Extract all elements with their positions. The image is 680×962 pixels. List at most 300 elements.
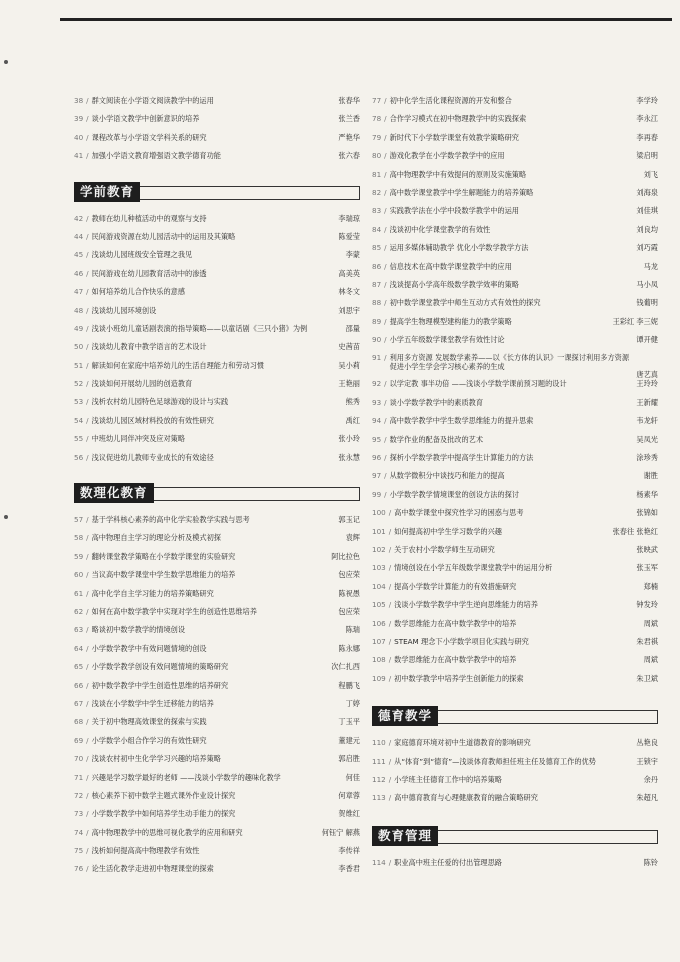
entry-title: 浅谈在小学数学中学生迁移能力的培养 <box>91 698 214 708</box>
entry-title: 谈小学语文教学中创新意识的培养 <box>91 114 200 124</box>
entry-separator: / <box>86 231 89 241</box>
toc-entry <box>372 775 658 793</box>
toc-entry <box>372 600 658 618</box>
entry-separator: / <box>86 515 89 525</box>
entry-separator: / <box>86 250 89 260</box>
entry-title: 职业高中班主任爱的付出管理思路 <box>394 857 502 867</box>
entry-author: 陈永娜 <box>338 643 360 653</box>
toc-entry <box>372 335 658 353</box>
section-header <box>372 826 658 848</box>
entry-author: 李蒙 <box>345 250 360 260</box>
entry-author: 王玲玲 <box>636 379 658 389</box>
entry-page-number: 62 <box>74 606 84 616</box>
entry-author: 邵量 <box>345 323 360 333</box>
entry-separator: / <box>86 415 89 425</box>
entry-separator: / <box>86 735 89 745</box>
entry-author: 程鹏飞 <box>338 680 360 690</box>
entry-title: 小学数学教学中有效问题情境的创设 <box>91 643 207 653</box>
entry-title: 关于农村小学数学师生互动研究 <box>394 544 495 554</box>
toc-entry <box>74 570 360 588</box>
entry-title: 教师在幼儿种植活动中的观察与支持 <box>91 213 207 223</box>
entry-title: 小学数学教学创设有效问题情境的策略研究 <box>91 662 229 672</box>
toc-entry <box>372 170 658 188</box>
entry-author: 谭开健 <box>636 335 658 345</box>
entry-author: 王艳丽 <box>338 379 360 389</box>
entry-author: 李永江 <box>636 114 658 124</box>
toc-entry <box>74 269 360 287</box>
entry-separator: / <box>384 471 387 481</box>
entry-separator: / <box>86 680 89 690</box>
entry-author: 李再春 <box>636 132 658 142</box>
section-header <box>372 706 658 728</box>
toc-entry <box>74 773 360 791</box>
entry-title: 数学思维能力在高中数学教学中的培养 <box>394 618 517 628</box>
entry-separator: / <box>86 114 89 124</box>
entry-title: 数学作业的配备及批改的艺术 <box>389 434 484 444</box>
toc-entry <box>74 434 360 452</box>
entry-author: 朱卫斌 <box>636 673 658 683</box>
entry-author: 史茜苗 <box>338 342 360 352</box>
entry-title: 运用多媒体辅助教学 优化小学数学教学方法 <box>389 243 529 253</box>
toc-group <box>372 858 658 876</box>
entry-title: 高中数学课堂中探究性学习的困惑与思考 <box>394 508 524 518</box>
entry-author: 余丹 <box>643 774 658 784</box>
toc-entry <box>74 250 360 268</box>
entry-author: 王彩红 李三妮 <box>612 316 658 326</box>
entry-page-number: 45 <box>74 250 84 260</box>
entry-page-number: 108 <box>372 655 386 665</box>
entry-title: 初中数学教学中培养学生创新能力的探索 <box>394 673 524 683</box>
toc-entry <box>372 619 658 637</box>
section-title: 教育管理 <box>372 826 438 846</box>
entry-separator: / <box>86 151 89 161</box>
entry-page-number: 50 <box>74 342 84 352</box>
toc-group <box>74 214 360 471</box>
entry-page-number: 111 <box>372 756 386 766</box>
entry-title: 高中化学自主学习能力的培养策略研究 <box>91 588 214 598</box>
entry-page-number: 63 <box>74 625 84 635</box>
toc-entry <box>74 515 360 533</box>
toc-entry <box>372 582 658 600</box>
entry-page-number: 44 <box>74 231 84 241</box>
toc-entry <box>372 637 658 655</box>
entry-page-number: 64 <box>74 643 84 653</box>
entry-title: 浅谈农村初中生化学学习兴趣的培养策略 <box>91 754 221 764</box>
entry-page-number: 59 <box>74 551 84 561</box>
entry-page-number: 113 <box>372 793 386 803</box>
binding-mark <box>4 60 8 64</box>
entry-author: 张春往 张艳红 <box>612 526 658 536</box>
entry-author: 郭启胜 <box>338 754 360 764</box>
entry-author: 杨素华 <box>636 489 658 499</box>
toc-entry <box>372 114 658 132</box>
entry-separator: / <box>384 453 387 463</box>
entry-page-number: 72 <box>74 790 84 800</box>
entry-title: 如何培养幼儿合作快乐的意感 <box>91 287 186 297</box>
toc-entry <box>74 151 360 169</box>
entry-author: 朱君祺 <box>636 636 658 646</box>
entry-separator: / <box>388 544 392 554</box>
entry-page-number: 57 <box>74 515 84 525</box>
entry-title: 数学思维能力在高中数学教学中的培养 <box>394 655 517 665</box>
entry-separator: / <box>384 279 387 289</box>
entry-author: 吴凤光 <box>636 434 658 444</box>
entry-separator: / <box>388 774 392 784</box>
entry-separator: / <box>86 754 89 764</box>
entry-page-number: 107 <box>372 636 386 646</box>
entry-page-number: 104 <box>372 581 386 591</box>
toc-entry <box>372 508 658 526</box>
entry-author: 王新耀 <box>636 397 658 407</box>
entry-separator: / <box>384 353 387 363</box>
toc-entry <box>372 793 658 811</box>
entry-page-number: 54 <box>74 415 84 425</box>
entry-author: 朱超凡 <box>636 793 658 803</box>
entry-title: 民间游戏在幼儿园教育活动中的渗透 <box>91 268 207 278</box>
entry-separator: / <box>86 213 89 223</box>
entry-author: 马龙 <box>643 261 658 271</box>
entry-separator: / <box>384 316 387 326</box>
entry-title: 浅析农村幼儿园特色足球游戏的设计与实践 <box>91 397 229 407</box>
toc-entry <box>74 589 360 607</box>
entry-page-number: 93 <box>372 397 382 407</box>
toc-entry <box>372 545 658 563</box>
entry-page-number: 91 <box>372 353 382 363</box>
entry-separator: / <box>86 790 89 800</box>
toc-entry <box>74 846 360 864</box>
entry-page-number: 47 <box>74 287 84 297</box>
toc-entry <box>372 416 658 434</box>
entry-author: 张映武 <box>636 544 658 554</box>
entry-page-number: 53 <box>74 397 84 407</box>
entry-title: 实践教学法在小学中段数学教学中的运用 <box>389 206 519 216</box>
entry-separator: / <box>388 857 392 867</box>
entry-author: 何钰宁 解燕 <box>321 827 360 837</box>
entry-separator: / <box>86 864 89 874</box>
entry-page-number: 100 <box>372 508 386 518</box>
section-header <box>74 483 360 505</box>
entry-author: 张永慧 <box>338 452 360 462</box>
entry-separator: / <box>86 625 89 635</box>
entry-page-number: 101 <box>372 526 386 536</box>
entry-page-number: 105 <box>372 600 386 610</box>
entry-separator: / <box>384 261 387 271</box>
entry-separator: / <box>86 533 89 543</box>
entry-author: 刘海泉 <box>636 187 658 197</box>
entry-author: 袁辉 <box>345 533 360 543</box>
entry-title: 中班幼儿同伴冲突及应对策略 <box>91 434 186 444</box>
entry-page-number: 79 <box>372 132 382 142</box>
entry-title: 小学数学小组合作学习的有效性研究 <box>91 735 207 745</box>
toc-entry <box>74 809 360 827</box>
entry-separator: / <box>388 563 392 573</box>
entry-author: 郑楠 <box>643 581 658 591</box>
toc-entry <box>372 471 658 489</box>
entry-page-number: 49 <box>74 323 84 333</box>
entry-separator: / <box>388 526 392 536</box>
toc-entry <box>74 416 360 434</box>
entry-title: 谈小学数学教学中的素质教育 <box>389 397 484 407</box>
entry-title: 关于初中物理高效课堂的探索与实践 <box>91 717 207 727</box>
entry-separator: / <box>86 662 89 672</box>
entry-separator: / <box>86 809 89 819</box>
section-title: 德育教学 <box>372 706 438 726</box>
entry-author: 陈铃 <box>643 857 658 867</box>
entry-author: 张兰香 <box>338 114 360 124</box>
entry-author: 张玉军 <box>636 563 658 573</box>
entry-separator: / <box>86 717 89 727</box>
toc-entry <box>372 133 658 151</box>
entry-author: 董建元 <box>338 735 360 745</box>
entry-page-number: 77 <box>372 96 382 105</box>
entry-page-number: 46 <box>74 268 84 278</box>
toc-entry <box>372 379 658 397</box>
entry-separator: / <box>86 323 89 333</box>
toc-entry <box>74 453 360 471</box>
toc-entry <box>372 738 658 756</box>
entry-separator: / <box>384 132 387 142</box>
toc-entry <box>372 353 658 379</box>
toc-entry <box>74 644 360 662</box>
entry-author: 吴小莉 <box>338 360 360 370</box>
toc-entry <box>74 791 360 809</box>
section-title: 数理化教育 <box>74 483 154 503</box>
entry-separator: / <box>384 96 387 105</box>
entry-separator: / <box>86 551 89 561</box>
entry-separator: / <box>384 206 387 216</box>
entry-separator: / <box>384 224 387 234</box>
entry-separator: / <box>388 581 392 591</box>
entry-title: 信息技术在高中数学课堂教学中的应用 <box>389 261 512 271</box>
entry-page-number: 71 <box>74 772 84 782</box>
toc-entry <box>74 533 360 551</box>
entry-title: 从数学微积分中谈技巧和能力的提高 <box>389 471 505 481</box>
entry-page-number: 80 <box>372 151 382 161</box>
entry-title: 提高小学数学计算能力的有效措施研究 <box>394 581 517 591</box>
toc-entry <box>74 607 360 625</box>
entry-title: 初中化学生活化课程资源的开发和整合 <box>389 96 512 105</box>
entry-page-number: 61 <box>74 588 84 598</box>
entry-separator: / <box>384 114 387 124</box>
entry-separator: / <box>388 508 392 518</box>
entry-author: 王锁宇 <box>636 756 658 766</box>
section-frame <box>432 830 658 844</box>
entry-author: 陈爱莹 <box>338 231 360 241</box>
entry-title: 浅谈幼儿园区域材料投放的有效性研究 <box>91 415 214 425</box>
entry-title: 略谈初中数学教学的情境创设 <box>91 625 186 635</box>
entry-title: 民间游戏资源在幼儿园活动中的运用及其策略 <box>91 231 236 241</box>
entry-author: 陈瑞 <box>345 625 360 635</box>
entry-separator: / <box>384 335 387 345</box>
entry-separator: / <box>86 570 89 580</box>
entry-page-number: 70 <box>74 754 84 764</box>
toc-entry <box>372 206 658 224</box>
entry-page-number: 89 <box>372 316 382 326</box>
entry-author: 禹红 <box>345 415 360 425</box>
entry-author: 刘思宇 <box>338 305 360 315</box>
entry-author: 李学玲 <box>636 96 658 105</box>
entry-separator: / <box>86 287 89 297</box>
entry-separator: / <box>86 379 89 389</box>
entry-separator: / <box>86 397 89 407</box>
toc-entry <box>372 398 658 416</box>
entry-author: 丁婷 <box>345 698 360 708</box>
entry-separator: / <box>86 698 89 708</box>
right-column <box>372 96 658 876</box>
entry-author: 李香君 <box>338 864 360 874</box>
entry-separator: / <box>86 434 89 444</box>
entry-author: 周斌 <box>643 655 658 665</box>
entry-page-number: 41 <box>74 151 84 161</box>
toc-group <box>372 96 658 692</box>
entry-author: 李传祥 <box>338 846 360 856</box>
toc-entry <box>372 674 658 692</box>
entry-title: 浅谈幼儿园环境创设 <box>91 305 157 315</box>
entry-title: 从“体育”到“德育”—浅谈体育教师担任班主任及德育工作的优势 <box>394 756 596 766</box>
entry-page-number: 38 <box>74 96 84 105</box>
toc-entry <box>74 306 360 324</box>
entry-separator: / <box>384 298 387 308</box>
entry-author: 李瑞琼 <box>338 213 360 223</box>
entry-author: 严艳华 <box>338 132 360 142</box>
entry-separator: / <box>388 655 392 665</box>
entry-title: 浅谈小班幼儿童话剧表演的指导策略——以童话剧《三只小猪》为例 <box>91 323 308 333</box>
section-frame <box>134 186 360 200</box>
entry-title: 高中数学课堂教学中学生解题能力的培养策略 <box>389 187 534 197</box>
entry-page-number: 58 <box>74 533 84 543</box>
toc-group <box>372 738 658 812</box>
entry-title: 初中数学课堂教学中师生互动方式有效性的探究 <box>389 298 541 308</box>
toc-entry <box>74 828 360 846</box>
entry-separator: / <box>384 489 387 499</box>
entry-title: 兴趣是学习数学最好的老师 ——浅谈小学数学的趣味化教学 <box>91 772 281 782</box>
toc-entry <box>372 527 658 545</box>
entry-author: 包应荣 <box>338 606 360 616</box>
entry-author: 张小玲 <box>338 434 360 444</box>
entry-page-number: 81 <box>372 169 382 179</box>
toc-entry <box>372 188 658 206</box>
entry-title: 浅谈如何开展幼儿园的创造教育 <box>91 379 193 389</box>
toc-entry <box>74 324 360 342</box>
entry-title: 浅谈幼儿教育中教学语言的艺术设计 <box>91 342 207 352</box>
entry-title: 加强小学语文教育增强语文教学德育功能 <box>91 151 221 161</box>
entry-page-number: 68 <box>74 717 84 727</box>
toc-entry <box>74 287 360 305</box>
toc-entry <box>372 317 658 335</box>
entry-page-number: 112 <box>372 774 386 784</box>
entry-author: 钱葡明 <box>636 298 658 308</box>
entry-page-number: 99 <box>372 489 382 499</box>
entry-page-number: 103 <box>372 563 386 573</box>
toc-entry <box>74 114 360 132</box>
entry-author: 陈祝愚 <box>338 588 360 598</box>
entry-page-number: 78 <box>372 114 382 124</box>
entry-separator: / <box>86 588 89 598</box>
entry-title: 浅析如何提高高中物理教学有效性 <box>91 846 200 856</box>
entry-separator: / <box>388 600 392 610</box>
entry-page-number: 51 <box>74 360 84 370</box>
toc-entry <box>74 397 360 415</box>
entry-title: 如何提高初中学生学习数学的兴趣 <box>394 526 502 536</box>
entry-author: 刘良均 <box>636 224 658 234</box>
entry-page-number: 65 <box>74 662 84 672</box>
toc-entry <box>372 225 658 243</box>
entry-title: 翻转课堂教学策略在小学数学课堂的实验研究 <box>91 551 236 561</box>
entry-separator: / <box>384 151 387 161</box>
entry-title: 浅谈幼儿园班级安全管理之我见 <box>91 250 193 260</box>
entry-title: 浅谈小学数学教学中学生逆向思维能力的培养 <box>394 600 538 610</box>
entry-page-number: 60 <box>74 570 84 580</box>
toc-entry <box>372 858 658 876</box>
entry-title: 小学数学教学情境课堂的创设方法的探讨 <box>389 489 519 499</box>
entry-title: STEAM 理念下小学数学项目化实践与研究 <box>394 636 529 646</box>
entry-title: 课程改革与小学语文学科关系的研究 <box>91 132 207 142</box>
entry-page-number: 42 <box>74 213 84 223</box>
entry-separator: / <box>86 305 89 315</box>
entry-title: 高中德育教育与心理健康教育的融合策略研究 <box>394 793 538 803</box>
entry-page-number: 88 <box>372 298 382 308</box>
entry-author: 阿比拉色 <box>331 551 360 561</box>
toc-entry <box>74 625 360 643</box>
entry-page-number: 94 <box>372 416 382 426</box>
entry-page-number: 39 <box>74 114 84 124</box>
toc-entry <box>74 361 360 379</box>
toc-entry <box>74 736 360 754</box>
entry-page-number: 85 <box>372 243 382 253</box>
entry-separator: / <box>388 738 392 748</box>
entry-author: 郭玉记 <box>338 515 360 525</box>
entry-title: 新时代下小学数学课堂有效教学策略研究 <box>389 132 519 142</box>
toc-entry <box>74 342 360 360</box>
entry-page-number: 114 <box>372 857 386 867</box>
toc-entry <box>372 298 658 316</box>
entry-author: 刘飞 <box>643 169 658 179</box>
entry-title: 合作学习模式在初中物理教学中的实践探索 <box>389 114 527 124</box>
entry-page-number: 73 <box>74 809 84 819</box>
entry-title: 游戏化教学在小学数学教学中的应用 <box>389 151 505 161</box>
toc-entry <box>372 757 658 775</box>
toc-entry <box>372 655 658 673</box>
toc-entry <box>74 133 360 151</box>
entry-title: 小学数学教学中如何培养学生动手能力的探究 <box>91 809 236 819</box>
entry-page-number: 86 <box>372 261 382 271</box>
entry-title: 浅谈初中化学课堂教学的有效性 <box>389 224 491 234</box>
toc-entry <box>74 699 360 717</box>
entry-author: 贺维红 <box>338 809 360 819</box>
toc-group <box>74 515 360 883</box>
section-frame <box>432 710 658 724</box>
toc-entry <box>372 490 658 508</box>
entry-title: 核心素养下初中数学主题式课外作业设计探究 <box>91 790 236 800</box>
entry-page-number: 66 <box>74 680 84 690</box>
entry-page-number: 96 <box>372 453 382 463</box>
left-column <box>74 96 360 883</box>
toc-entry <box>372 96 658 114</box>
toc-entry <box>74 754 360 772</box>
entry-page-number: 40 <box>74 132 84 142</box>
entry-title: 当议高中数学课堂中学生数学思维能力的培养 <box>91 570 236 580</box>
entry-author: 高美英 <box>338 268 360 278</box>
toc-entry <box>74 214 360 232</box>
entry-author: 涂珍秀 <box>636 453 658 463</box>
entry-separator: / <box>384 243 387 253</box>
entry-page-number: 76 <box>74 864 84 874</box>
entry-title: 家庭德育环境对初中生道德教育的影响研究 <box>394 738 531 748</box>
entry-page-number: 67 <box>74 698 84 708</box>
toc-entry <box>74 379 360 397</box>
entry-author: 刘佳琪 <box>636 206 658 216</box>
toc-entry <box>74 717 360 735</box>
